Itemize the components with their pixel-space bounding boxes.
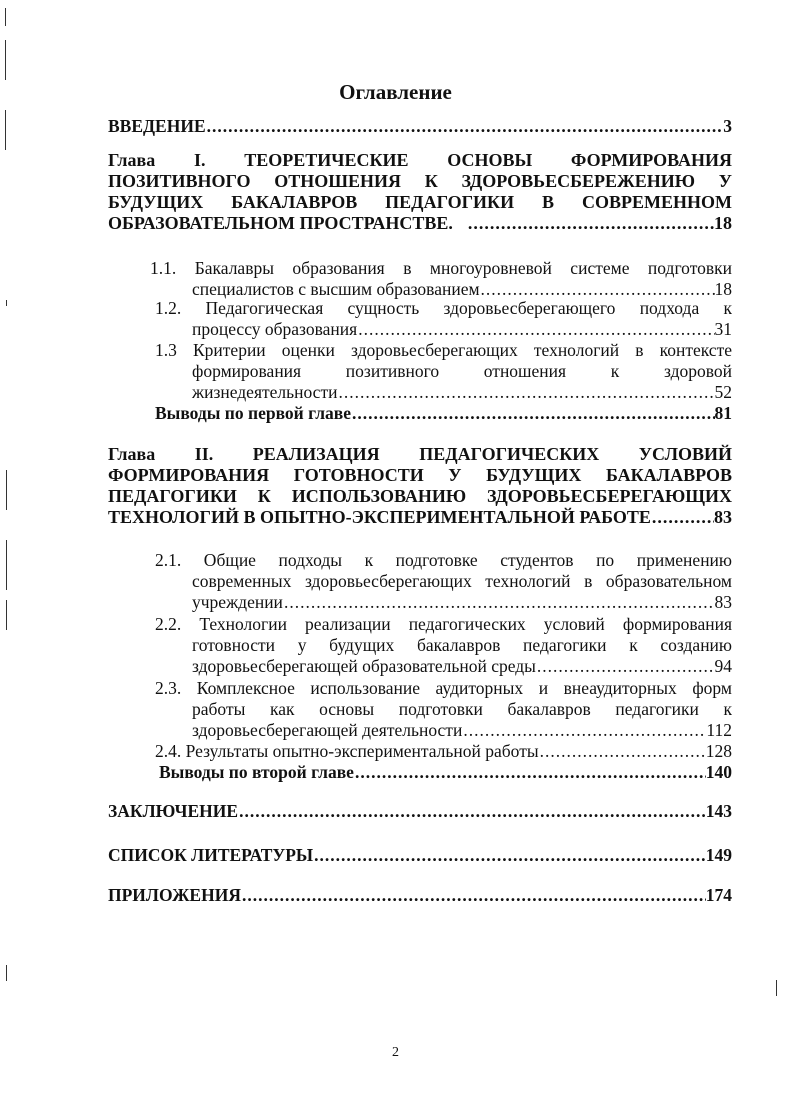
section-1-1-line1: 1.1. Бакалавры образования в многоуровневой системе подготовки — [150, 258, 732, 278]
dot-leader — [536, 656, 715, 677]
toc-label: Выводы по первой главе — [155, 403, 351, 423]
dot-leader — [651, 507, 714, 528]
section-1-2-line2 — [192, 319, 732, 340]
section-2-1-line3 — [192, 592, 732, 613]
scan-artifact — [5, 110, 6, 150]
dot-leader — [462, 720, 706, 741]
toc-page: 81 — [714, 403, 732, 423]
scan-artifact — [776, 980, 777, 996]
scan-artifact — [5, 40, 6, 80]
chapter1-heading-line4 — [108, 213, 732, 234]
toc-page: 140 — [705, 762, 732, 782]
dot-leader — [539, 741, 706, 762]
section-2-3-line3 — [192, 720, 732, 741]
scan-artifact — [5, 8, 6, 26]
scan-artifact — [6, 470, 7, 510]
toc-label: ОБРАЗОВАТЕЛЬНОМ ПРОСТРАНСТВЕ. — [108, 213, 453, 233]
toc-page: 3 — [723, 116, 732, 136]
section-2-3-line2: работы как основы подготовки бакалавров педагогики к — [192, 699, 732, 719]
toc-entry-intro — [108, 116, 732, 137]
section-2-2-line2: готовности у будущих бакалавров педагогики к созданию — [192, 635, 732, 655]
dot-leader — [313, 845, 706, 866]
toc-page: 83 — [714, 507, 732, 527]
page-title: Оглавление — [339, 80, 452, 104]
toc-page: 143 — [705, 801, 732, 821]
section-2-1-line2: современных здоровьесберегающих технологий в образовательном — [192, 571, 732, 591]
toc-page: 52 — [714, 382, 732, 402]
toc-label: процессу образования — [192, 319, 358, 339]
chapter2-heading-line3: ПЕДАГОГИКИ К ИСПОЛЬЗОВАНИЮ ЗДОРОВЬЕСБЕРЕГАЮЩИХ — [108, 486, 732, 506]
toc-label: СПИСОК ЛИТЕРАТУРЫ — [108, 845, 314, 865]
toc-label: ВВЕДЕНИЕ — [108, 116, 206, 136]
toc-page: 31 — [714, 319, 732, 339]
toc-page: 83 — [714, 592, 732, 612]
toc-page: 174 — [705, 885, 732, 905]
section-2-4 — [155, 741, 732, 762]
chapter2-heading-line2: ФОРМИРОВАНИЯ ГОТОВНОСТИ У БУДУЩИХ БАКАЛАВРОВ — [108, 465, 732, 485]
scan-artifact — [6, 540, 7, 590]
section-2-2-line3 — [192, 656, 732, 677]
chapter1-heading-line1: Глава I. ТЕОРЕТИЧЕСКИЕ ОСНОВЫ ФОРМИРОВАНИЯ — [108, 150, 732, 170]
toc-label: жизнедеятельности — [192, 382, 338, 402]
toc-label: ЗАКЛЮЧЕНИЕ — [108, 801, 239, 821]
dot-leader — [241, 885, 706, 906]
scan-artifact — [6, 600, 7, 630]
section-2-2-line1: 2.2. Технологии реализации педагогических условий формирования — [155, 614, 732, 634]
toc-label: учреждении — [192, 592, 283, 612]
toc-label: здоровьесберегающей образовательной среды — [192, 656, 536, 676]
chapter1-heading-line2: ПОЗИТИВНОГО ОТНОШЕНИЯ К ЗДОРОВЬЕСБЕРЕЖЕНИЮ У — [108, 171, 732, 191]
dot-leader — [354, 762, 706, 783]
dot-leader — [238, 801, 706, 822]
toc-entry-appendices — [108, 885, 732, 906]
chapter2-heading-line1: Глава II. РЕАЛИЗАЦИЯ ПЕДАГОГИЧЕСКИХ УСЛОВИЙ — [108, 444, 732, 464]
toc-label: здоровьесберегающей деятельности — [192, 720, 463, 740]
page-number: 2 — [392, 1045, 399, 1060]
toc-label: 2.4. Результаты опытно-экспериментальной работы — [155, 741, 539, 761]
toc-page: 149 — [705, 845, 732, 865]
section-1-3-line1: 1.3 Критерии оценки здоровьесберегающих технологий в контексте — [155, 340, 732, 360]
section-1-3-line3 — [192, 382, 732, 403]
dot-leader — [206, 116, 724, 137]
section-2-3-line1: 2.3. Комплексное использование аудиторных и внеаудиторных форм — [155, 678, 732, 698]
section-1-2-line1: 1.2. Педагогическая сущность здоровьесберегающего подхода к — [155, 298, 732, 318]
dot-leader — [467, 213, 714, 234]
chapter1-heading-line3: БУДУЩИХ БАКАЛАВРОВ ПЕДАГОГИКИ В СОВРЕМЕННОМ — [108, 192, 732, 212]
toc-page: 128 — [705, 741, 732, 761]
toc-page: 112 — [706, 720, 732, 740]
chapter2-heading-line4 — [108, 507, 732, 528]
dot-leader — [480, 279, 715, 300]
dot-leader — [337, 382, 714, 403]
toc-page: 18 — [714, 279, 732, 299]
scan-artifact — [6, 300, 7, 306]
toc-label: ПРИЛОЖЕНИЯ — [108, 885, 241, 905]
dot-leader — [283, 592, 715, 613]
section-1-3-line2: формирования позитивного отношения к здоровой — [192, 361, 732, 381]
toc-page: 94 — [714, 656, 732, 676]
chapter2-conclusions — [159, 762, 732, 783]
toc-page: 18 — [714, 213, 732, 233]
scan-artifact — [6, 965, 7, 981]
toc-label: ТЕХНОЛОГИЙ В ОПЫТНО-ЭКСПЕРИМЕНТАЛЬНОЙ РАБОТЕ — [108, 507, 651, 527]
toc-entry-references — [108, 845, 732, 866]
chapter1-conclusions — [155, 403, 732, 424]
section-1-1-line2 — [192, 279, 732, 300]
toc-entry-conclusion — [108, 801, 732, 822]
dot-leader — [351, 403, 715, 424]
dot-leader — [357, 319, 714, 340]
toc-label: Выводы по второй главе — [159, 762, 354, 782]
toc-label: специалистов с высшим образованием — [192, 279, 480, 299]
section-2-1-line1: 2.1. Общие подходы к подготовке студентов по применению — [155, 550, 732, 570]
